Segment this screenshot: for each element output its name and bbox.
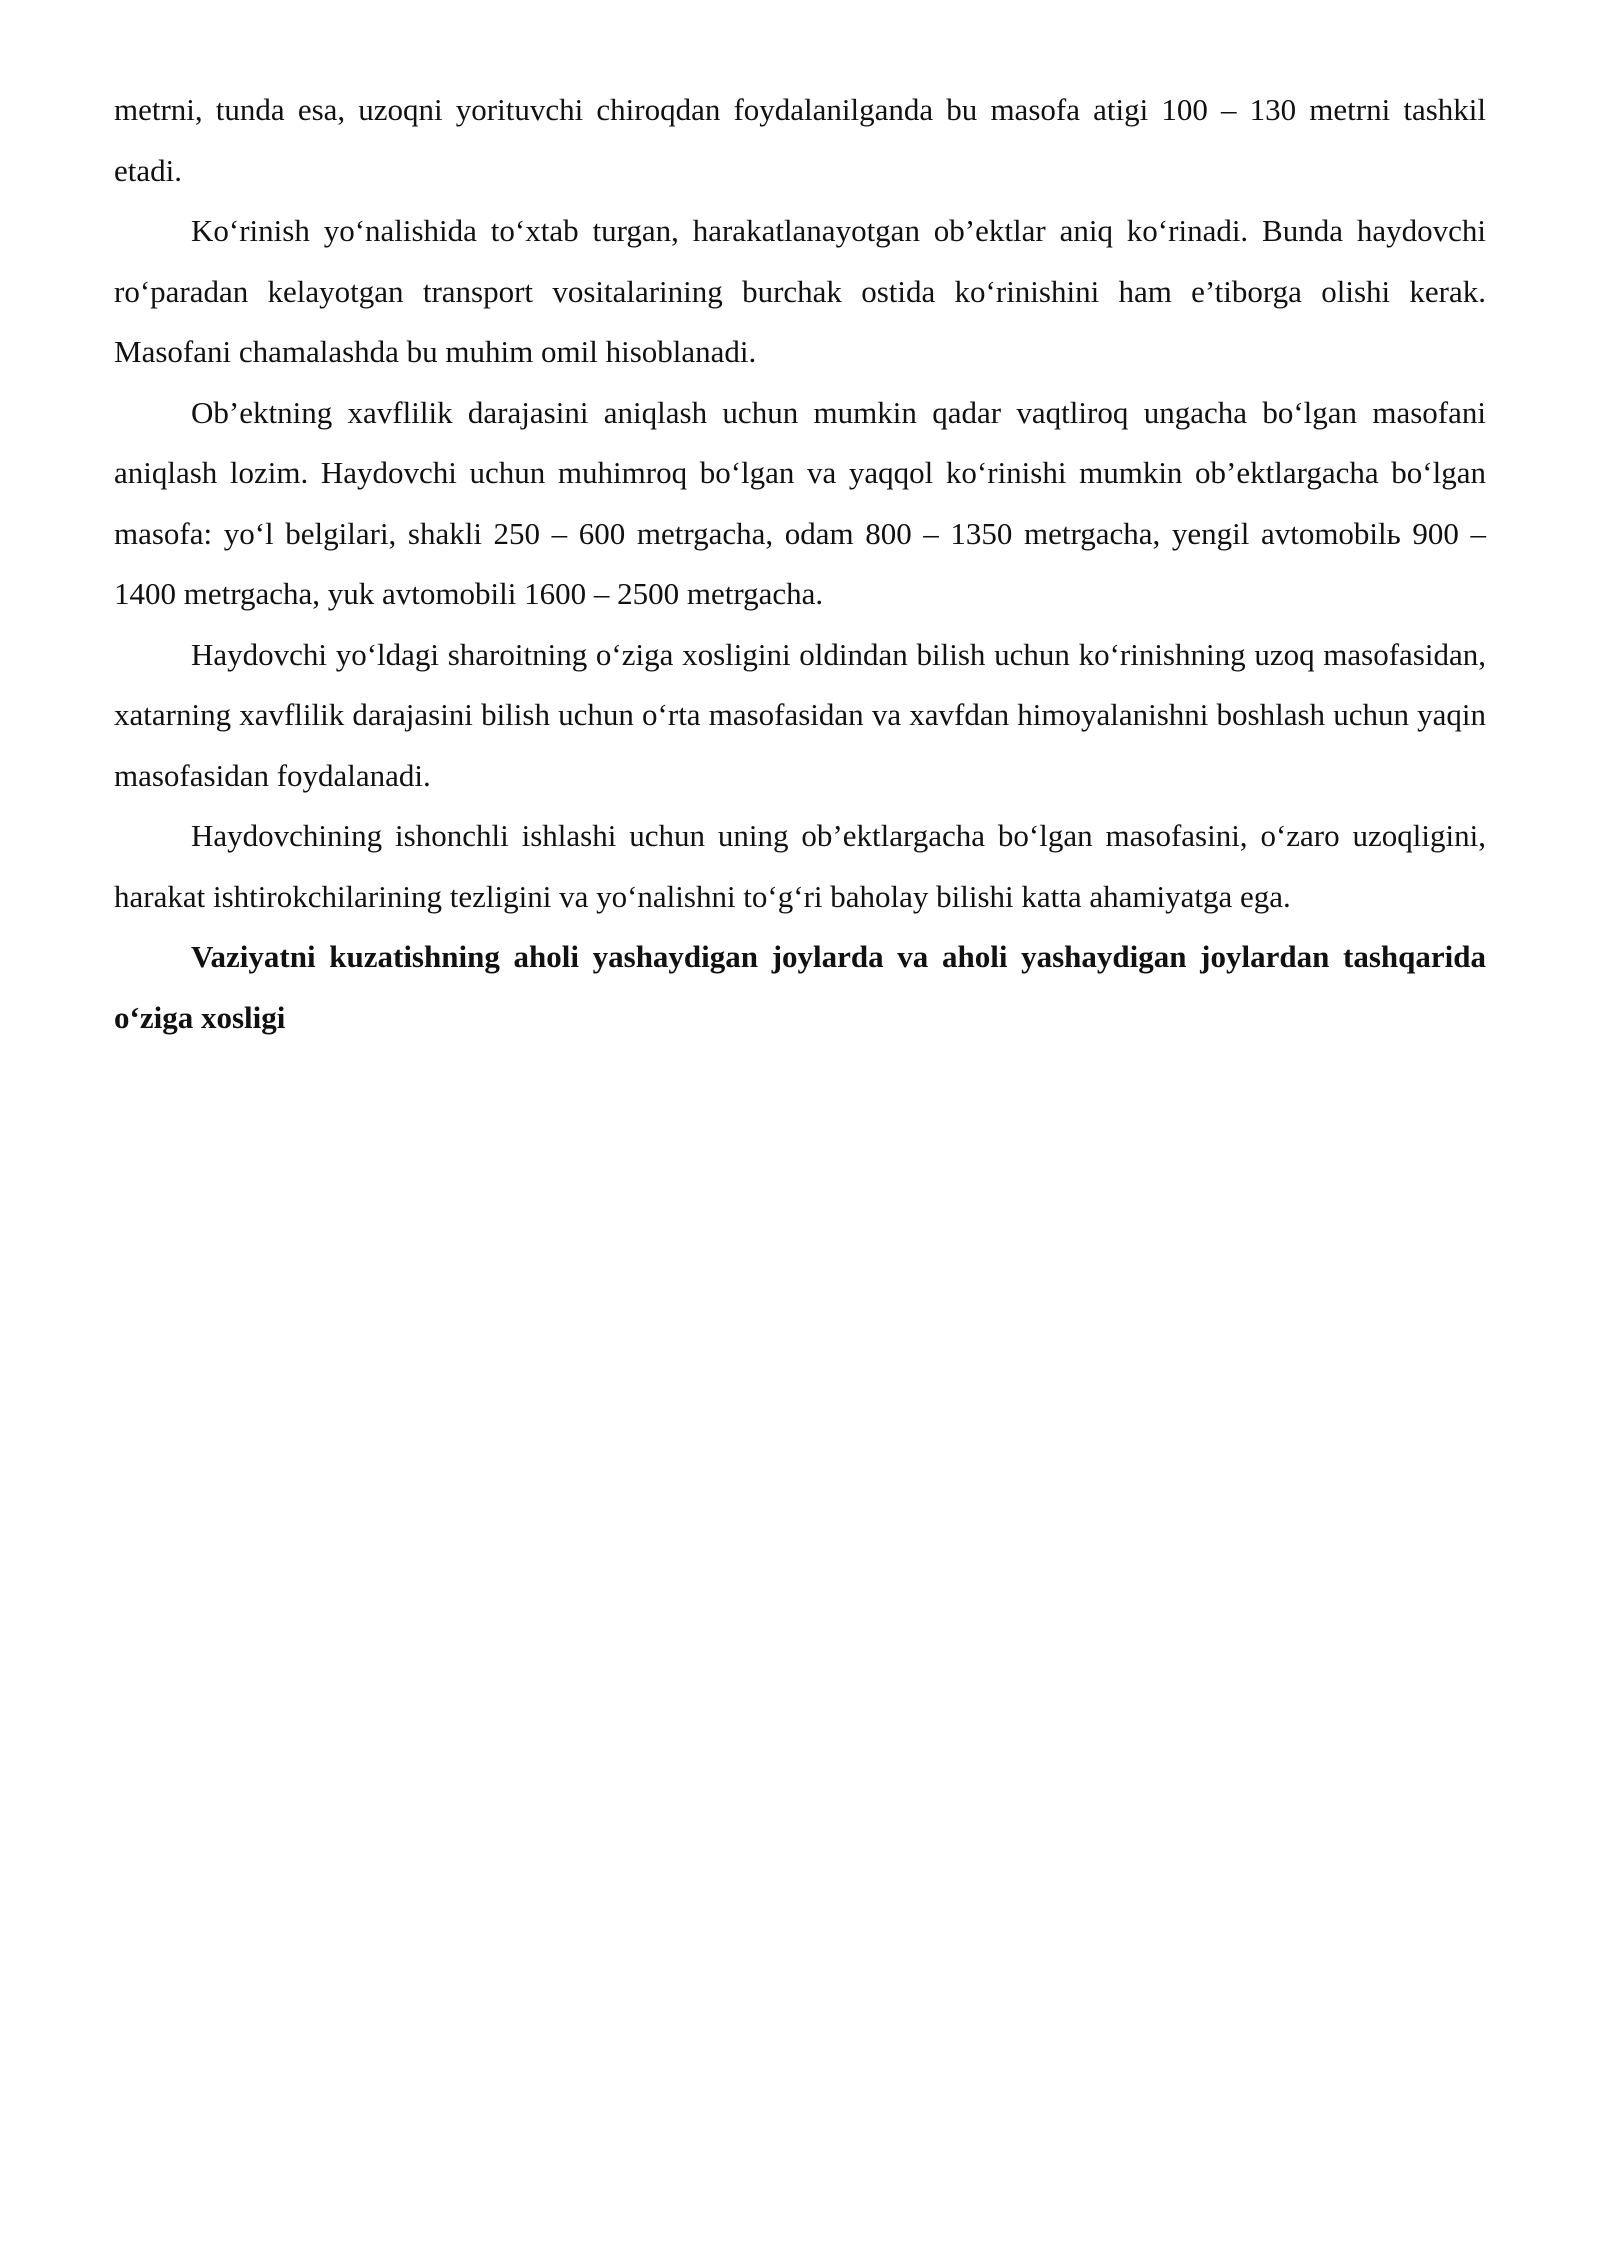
paragraph-2: Ko‘rinish yo‘nalishida to‘xtab turgan, harakatlanayotgan ob’ektlar aniq ko‘rinadi. Bunda haydovchi ro‘paradan kelayotgan transport vositalarining burchak ostida ko‘rinishini ham e’tiborga olishi kerak. Masofani chamalashda bu muhim omil hisoblanadi. [114, 213, 1486, 369]
section-heading: Vaziyatni kuzatishning aholi yashaydigan joylarda va aholi yashaydigan joylardan tashqarida o‘ziga xosligi [114, 939, 1486, 1035]
paragraph-4: Haydovchi yo‘ldagi sharoitning o‘ziga xosligini oldindan bilish uchun ko‘rinishning uzoq masofasidan, xatarning xavflilik darajasini bilish uchun o‘rta masofasidan va xavfdan himoyalanishni boshlash uchun yaqin masofasidan foydalanadi. [114, 636, 1486, 793]
document-page [114, 80, 1486, 1048]
paragraph-1: metrni, tunda esa, uzoqni yorituvchi chiroqdan foydalanilganda bu masofa atigi 100 – 130 metrni tashkil etadi. [114, 92, 1486, 188]
paragraph-3: Ob’ektning xavflilik darajasini aniqlash uchun mumkin qadar vaqtliroq ungacha bo‘lgan masofani aniqlash lozim. Haydovchi uchun muhimroq bo‘lgan va yaqqol ko‘rinishi mumkin ob’ektlargacha bo‘lgan masofa: yo‘l belgilari, shakli 250 – 600 metrgacha, odam 800 – 1350 metrgacha, yengil avtomobilь 900 – 1400 metrgacha, yuk avtomobili 1600 – 2500 metrgacha. [114, 394, 1486, 611]
paragraph-5: Haydovchining ishonchli ishlashi uchun uning ob’ektlargacha bo‘lgan masofasini, o‘zaro uzoqligini, harakat ishtirokchilarining tezligini va yo‘nalishni to‘g‘ri baholay bilishi katta ahamiyatga ega. [114, 818, 1486, 914]
